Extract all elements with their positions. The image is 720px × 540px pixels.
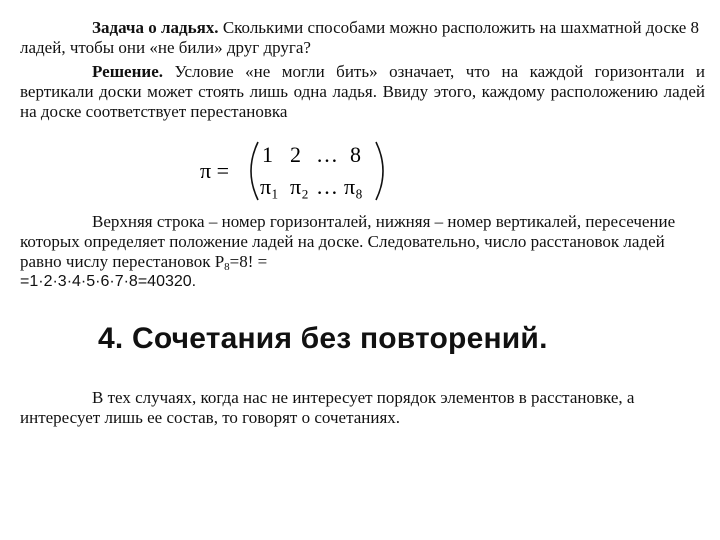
formula-bottom-8: π₈ <box>344 174 363 199</box>
formula-top-8: 8 <box>350 142 361 167</box>
formula-bottom-ellipsis: … <box>316 174 338 199</box>
problem-title: Задача о ладьях. <box>92 18 219 37</box>
solution-paragraph <box>20 62 705 122</box>
formula-bottom-1: π₁ <box>260 174 279 199</box>
solution-text: Условие «не могли бить» означает, что на каждой горизонтали и вертикали доски может стоять лишь одна ладья. Ввиду этого, каждому расположению ладей на доске соответствует перестановка <box>20 62 705 121</box>
combinations-text: В тех случаях, когда нас не интересует порядок элементов в расстановке, а интересует лишь ее состав, то говорят о сочетаниях. <box>20 388 635 427</box>
explanation-paragraph <box>20 212 705 272</box>
formula-top-ellipsis: … <box>316 142 338 167</box>
formula-lhs: π = <box>200 158 230 183</box>
explanation-result: =1·2·3·4·5·6·7·8=40320. <box>20 273 197 290</box>
formula-top-2: 2 <box>290 142 301 167</box>
solution-title: Решение. <box>92 62 163 81</box>
problem-text: Сколькими способами можно расположить на шахматной доске 8 ладей, чтобы они «не били» друг друга? <box>20 18 700 57</box>
combinations-paragraph <box>20 388 705 428</box>
section-heading: 4. Сочетания без повторений. <box>98 322 548 355</box>
formula-top-1: 1 <box>262 142 273 167</box>
problem-paragraph <box>20 18 705 58</box>
explanation-text: Верхняя строка – номер горизонталей, нижняя – номер вертикалей, пересечение которых определяет положение ладей на доске. Следовательно, число расстановок ладей равно числу перестановок P <box>20 212 676 271</box>
permutation-formula <box>198 138 398 204</box>
explanation-subscript: 8 <box>224 261 230 273</box>
formula-bottom-2: π₂ <box>290 174 309 199</box>
formula-right-paren <box>376 142 383 200</box>
formula-left-paren <box>251 142 258 200</box>
explanation-text-2: =8! = <box>229 252 268 271</box>
